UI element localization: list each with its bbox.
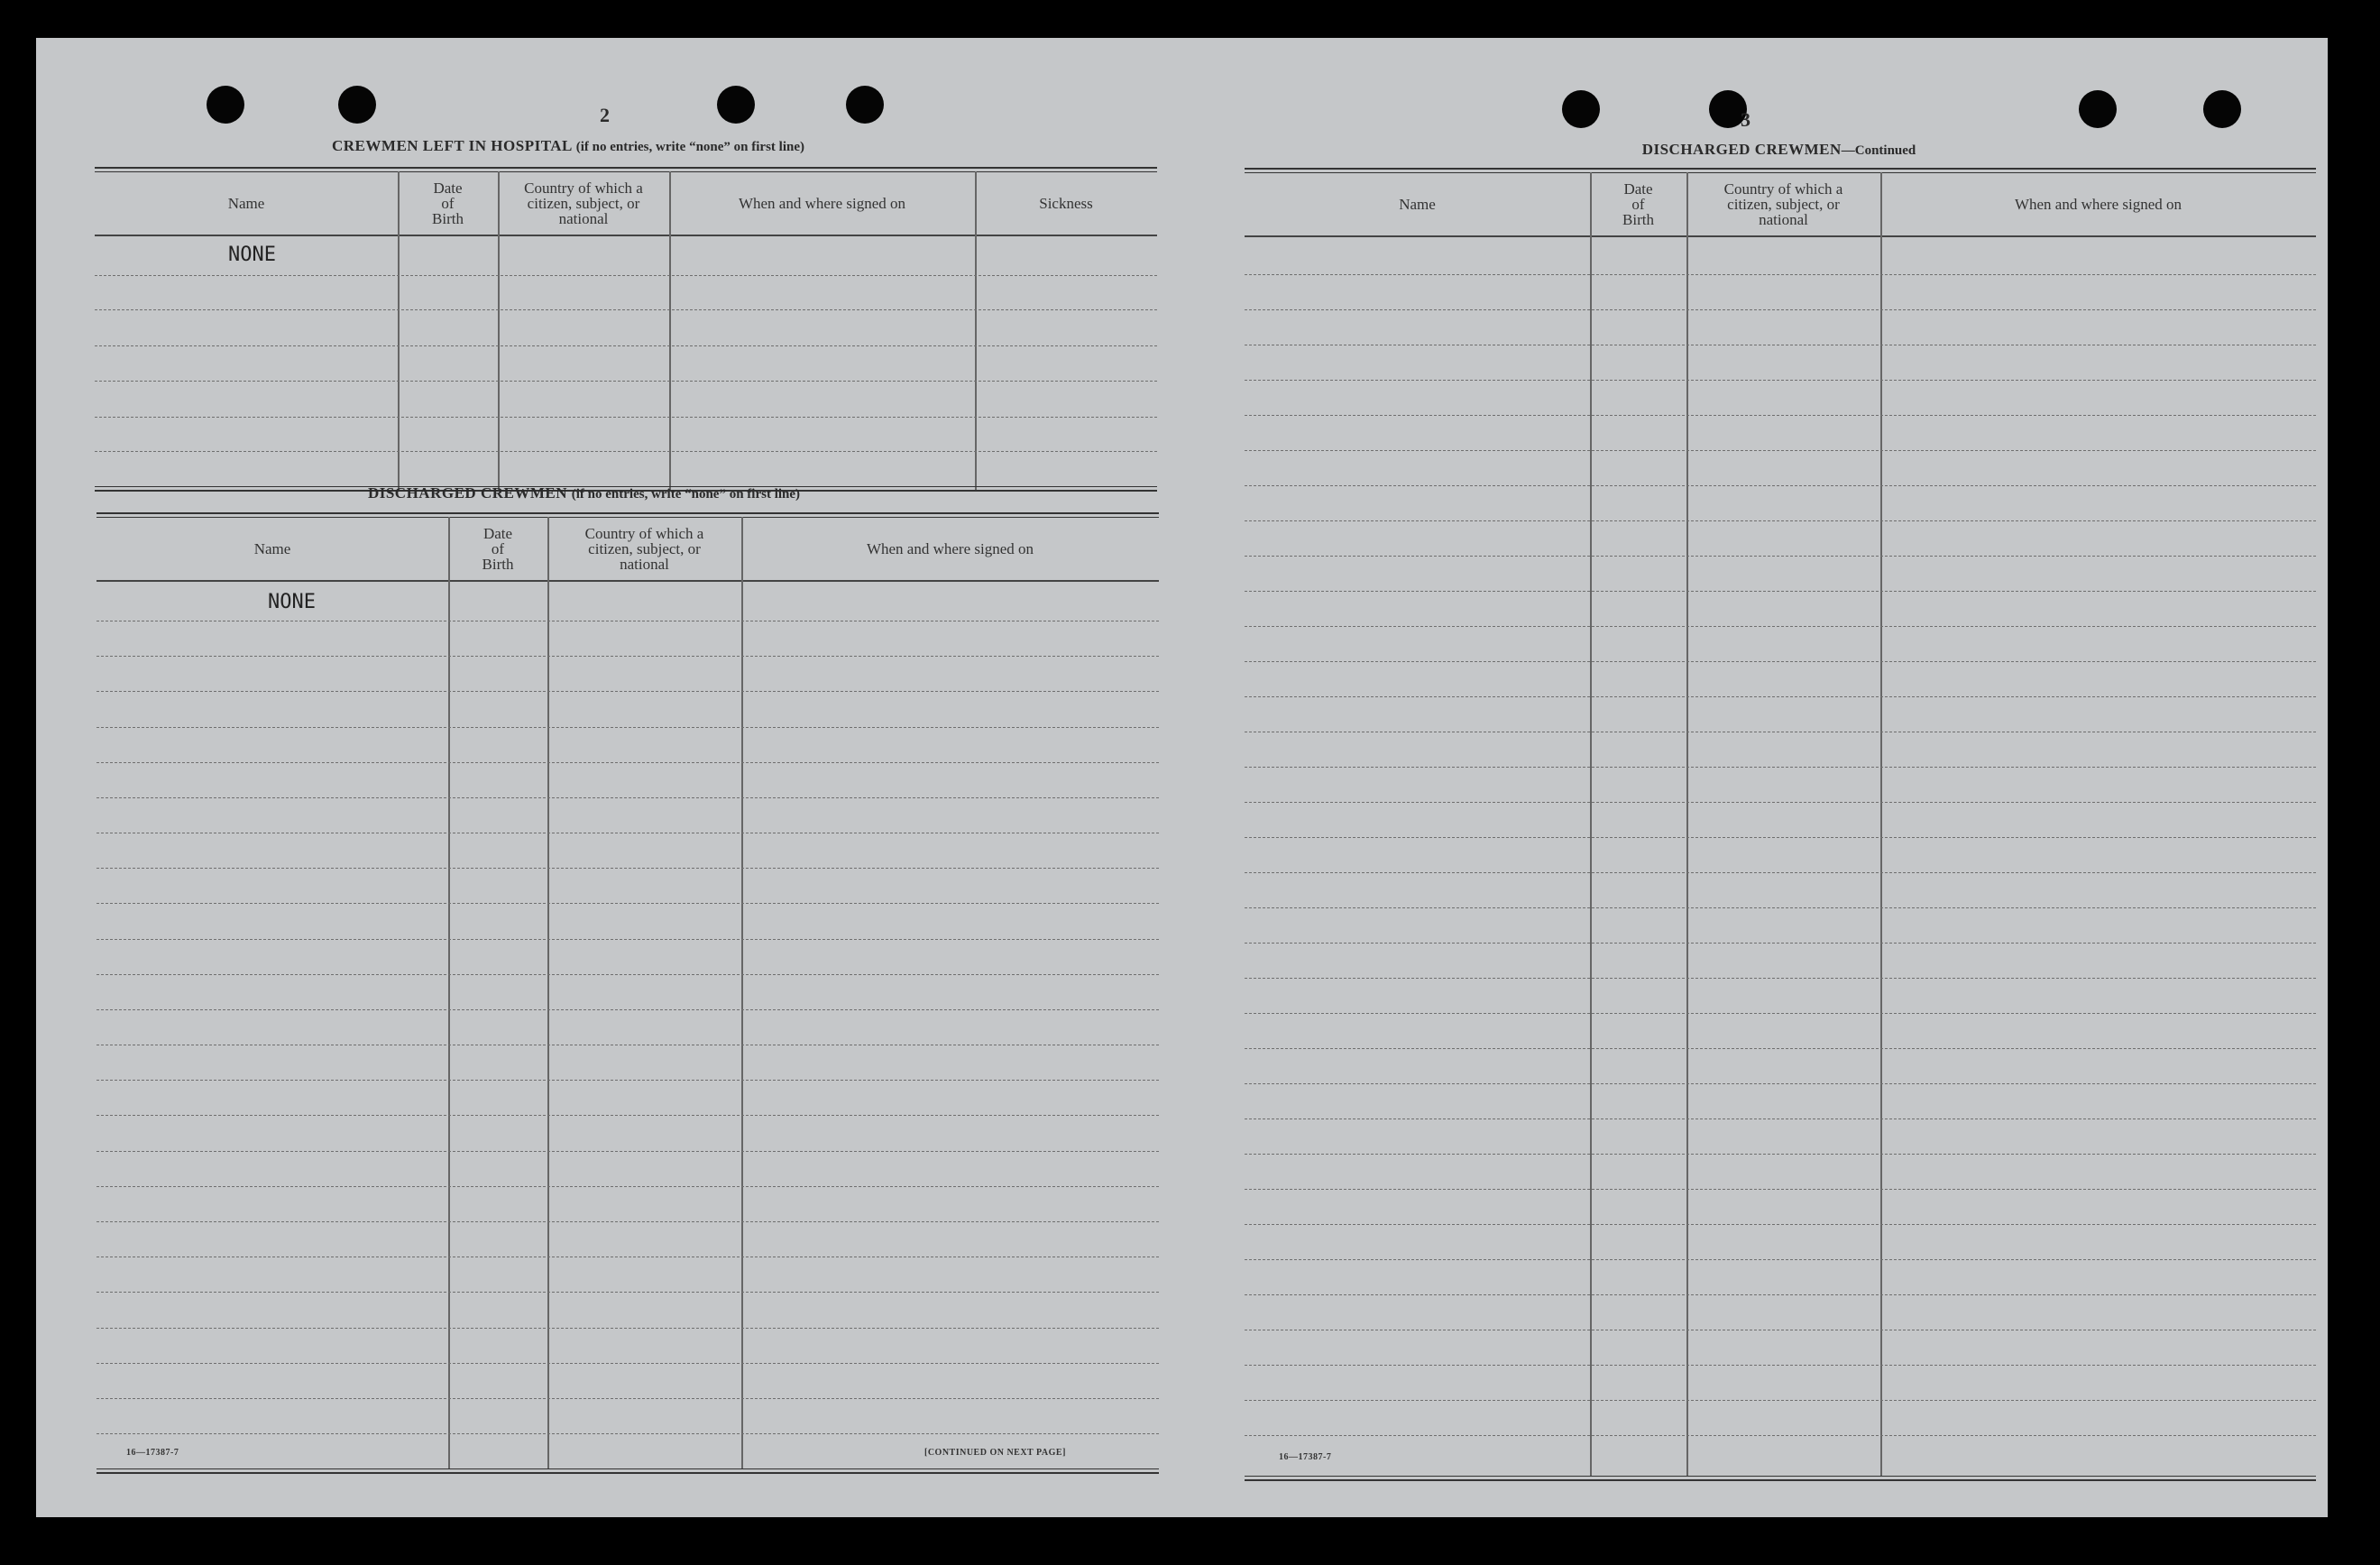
hospital-table — [95, 167, 1157, 495]
column-header-birth: Date of Birth — [1622, 180, 1654, 228]
column-header-country: Country of which a citizen, subject, or national — [1723, 180, 1843, 228]
discharged-table-left — [96, 512, 1159, 1473]
form-number-right: 16—17387-7 — [1279, 1452, 1332, 1462]
hospital-entry-none: NONE — [228, 244, 276, 266]
continued-note: [CONTINUED ON NEXT PAGE] — [924, 1448, 1066, 1458]
discharged-subtitle-text: (if no entries, write “none” on first line) — [571, 487, 801, 502]
discharged-continued-title-text: DISCHARGED CREWMEN — [1641, 141, 1842, 158]
column-header-birth: Date of Birth — [482, 524, 514, 573]
discharged-table-right — [1245, 168, 2316, 1480]
column-header-name: Name — [227, 194, 265, 212]
form-number-left: 16—17387-7 — [126, 1448, 179, 1458]
punch-hole-icon — [1562, 90, 1600, 128]
discharged-entry-none: NONE — [268, 591, 316, 613]
discharged-title-text: DISCHARGED CREWMEN — [367, 484, 567, 502]
column-header-name: Name — [253, 539, 291, 557]
punch-hole-icon — [338, 86, 376, 124]
hospital-section-title — [90, 137, 1046, 155]
column-header-birth: Date of Birth — [432, 179, 464, 227]
hospital-title-text: CREWMEN LEFT IN HOSPITAL — [332, 137, 572, 154]
column-header-name: Name — [1399, 195, 1436, 213]
column-header-signed-on: When and where signed on — [2014, 195, 2182, 213]
discharged-continued-title — [1285, 141, 2273, 159]
column-header-signed-on: When and where signed on — [738, 194, 906, 212]
column-header-signed-on: When and where signed on — [866, 539, 1034, 557]
hospital-subtitle-text: (if no entries, write “none” on first line) — [575, 140, 804, 154]
punch-hole-icon — [2203, 90, 2241, 128]
continued-suffix-text: —Continued — [1841, 143, 1916, 158]
page-number-right: 3 — [1741, 108, 1751, 131]
discharged-section-title — [90, 484, 1078, 502]
document-sheet — [36, 38, 2328, 1517]
punch-hole-icon — [2079, 90, 2117, 128]
punch-hole-icon — [846, 86, 884, 124]
punch-hole-icon — [207, 86, 244, 124]
page-number-left: 2 — [600, 104, 610, 126]
column-header-sickness: Sickness — [1039, 194, 1093, 212]
punch-hole-icon — [717, 86, 755, 124]
column-header-country: Country of which a citizen, subject, or national — [584, 524, 704, 573]
column-header-country: Country of which a citizen, subject, or national — [524, 179, 643, 227]
